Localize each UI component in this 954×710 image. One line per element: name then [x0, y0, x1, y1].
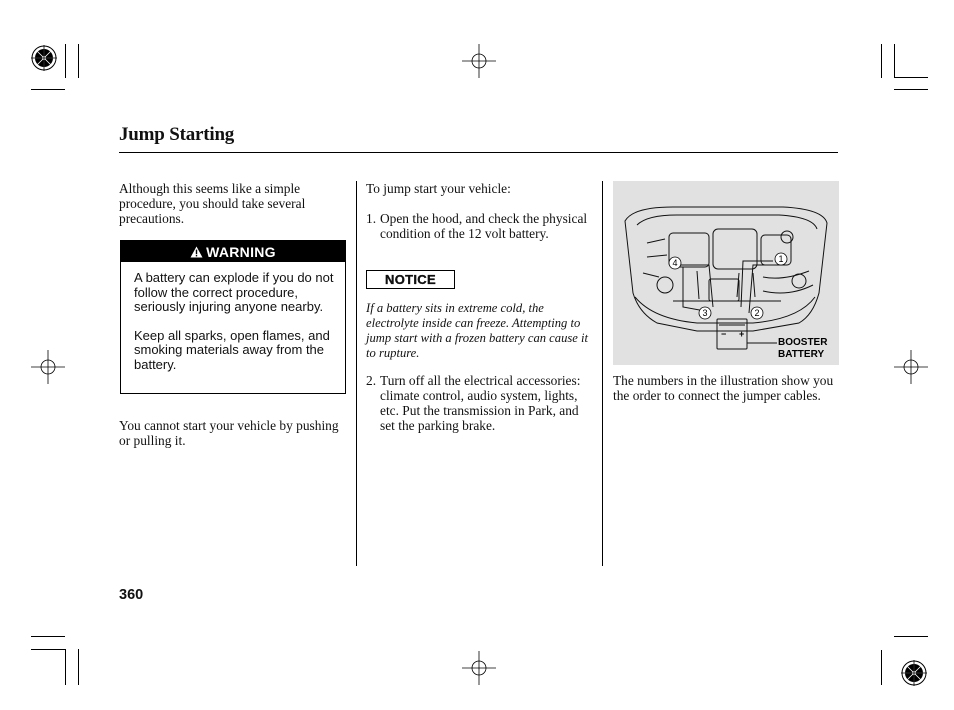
- battery-plus-terminal: +: [739, 329, 745, 339]
- warning-label: WARNING: [206, 243, 276, 260]
- notice-text: If a battery sits in extreme cold, the electrolyte inside can freeze. Attempting to jump start with a frozen battery can cause it to rupture.: [366, 301, 589, 360]
- engine-bay-drawing-icon: [613, 181, 839, 365]
- step-number: 2.: [366, 373, 377, 388]
- booster-label-line1: BOOSTER: [778, 337, 828, 348]
- marker-3: 3: [702, 308, 708, 318]
- step-text: Turn off all the electrical accessories: climate control, audio system, lights, etc. Put the transmission in Park, and set the parking brake.: [380, 373, 581, 433]
- marker-4: 4: [672, 258, 678, 268]
- page-number: 360: [119, 587, 144, 603]
- engine-illustration: [613, 181, 839, 365]
- marker-1: 1: [778, 254, 784, 264]
- step-text: Open the hood, and check the physical condition of the 12 volt battery.: [380, 211, 588, 241]
- registration-crosshair-icon: [31, 350, 65, 384]
- title-rule: [119, 152, 838, 153]
- procedure-step-2: [366, 373, 594, 433]
- warning-text-sparks: Keep all sparks, open flames, and smoking materials away from the battery.: [134, 327, 330, 372]
- registration-crosshair-icon: [894, 350, 928, 384]
- column-divider: [602, 181, 603, 566]
- registration-sunburst-icon: [31, 45, 57, 71]
- warning-body: [134, 271, 339, 387]
- procedure-intro: To jump start your vehicle:: [366, 181, 511, 196]
- warning-triangle-icon: [190, 246, 203, 258]
- procedure-step-1: [366, 211, 592, 241]
- notice-box: [366, 270, 455, 289]
- page-title: Jump Starting: [119, 124, 235, 145]
- registration-sunburst-icon: [901, 660, 927, 686]
- push-start-note: You cannot start your vehicle by pushing or pulling it.: [119, 418, 339, 448]
- warning-header: [121, 241, 345, 262]
- registration-crosshair-icon: [462, 44, 496, 78]
- list-item: [366, 373, 594, 433]
- step-number: 1.: [366, 211, 377, 226]
- booster-label-line2: BATTERY: [778, 349, 825, 360]
- intro-paragraph: Although this seems like a simple procedure, you should take several precautions.: [119, 181, 306, 226]
- notice-label: NOTICE: [385, 272, 436, 287]
- illustration-caption: The numbers in the illustration show you the order to connect the jumper cables.: [613, 373, 834, 403]
- warning-text-explosion: A battery can explode if you do not follow the correct procedure, seriously injuring anyone nearby.: [134, 270, 334, 315]
- list-item: [366, 211, 592, 241]
- registration-crosshair-icon: [462, 651, 496, 685]
- marker-2: 2: [754, 308, 760, 318]
- warning-box: [120, 240, 346, 394]
- column-divider: [356, 181, 357, 566]
- battery-minus-terminal: −: [721, 329, 727, 339]
